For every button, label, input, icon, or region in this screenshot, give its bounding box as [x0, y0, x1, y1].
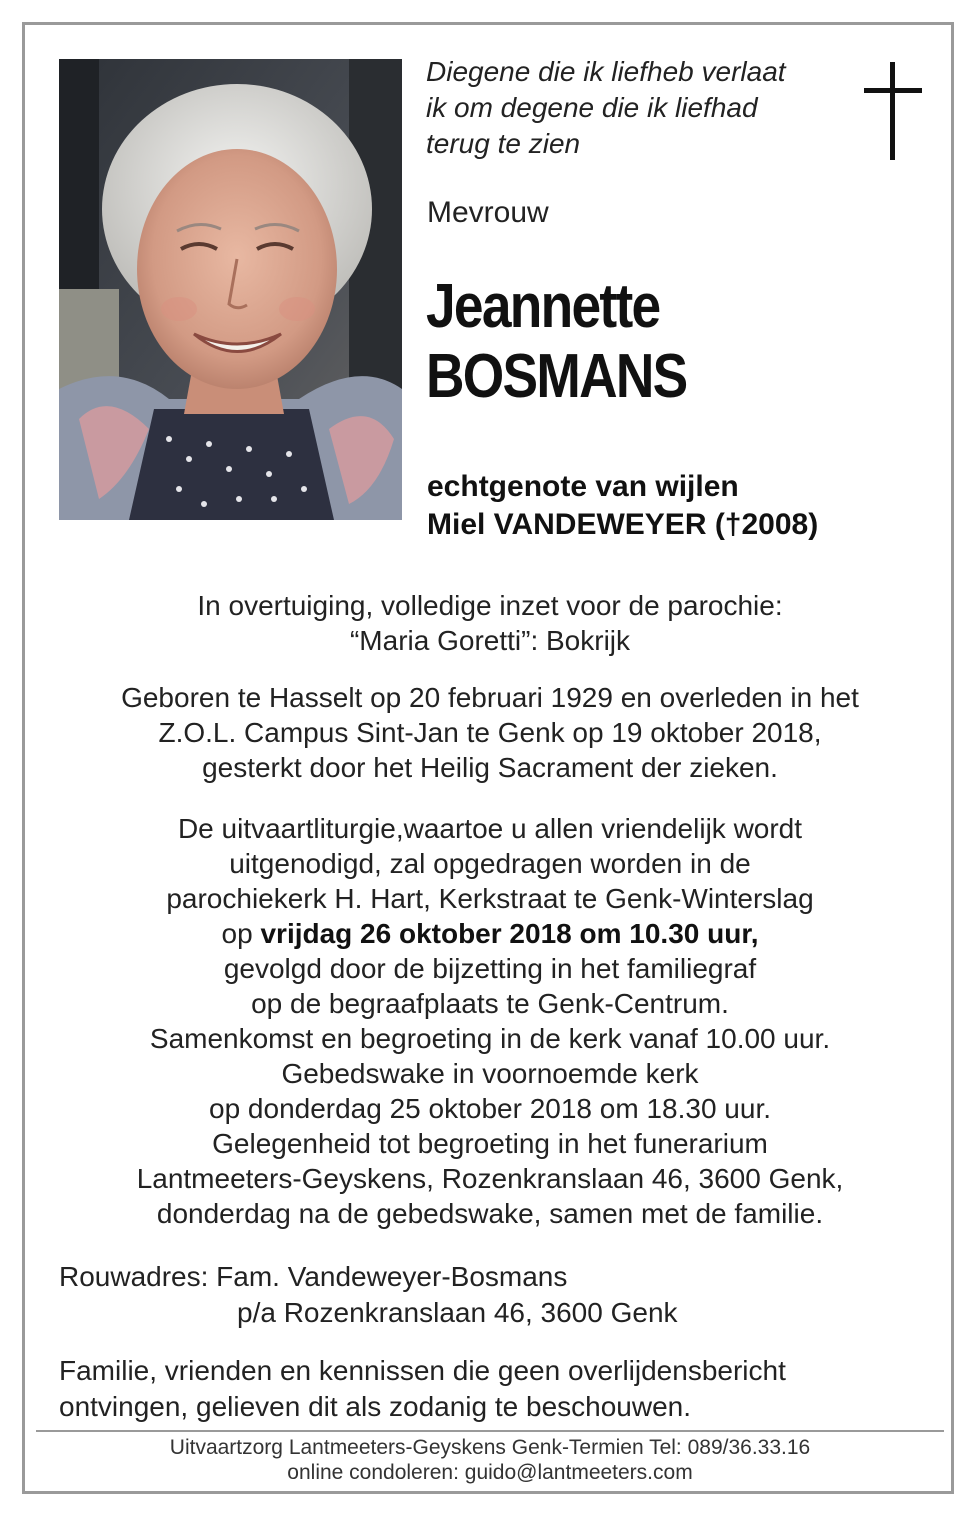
- spouse-line: Miel VANDEWEYER (†2008): [427, 508, 819, 541]
- funeral-date-prefix: op: [221, 918, 253, 949]
- last-name: BOSMANS: [426, 342, 687, 411]
- spouse-line: echtgenote van wijlen: [427, 470, 739, 503]
- dedication-line: In overtuiging, volledige inzet voor de parochie:: [197, 590, 783, 621]
- funeral-date-line: [40, 916, 940, 951]
- address-line: p/a Rozenkranslaan 46, 3600 Genk: [237, 1297, 678, 1328]
- address-line: Rouwadres: Fam. Vandeweyer-Bosmans: [59, 1261, 568, 1292]
- funeral-line: Samenkomst en begroeting in de kerk vanaf 10.00 uur.: [149, 1023, 831, 1054]
- verse-line: terug te zien: [426, 128, 581, 159]
- notice-text: [59, 1353, 786, 1425]
- cross-icon: [864, 62, 922, 160]
- birth-death-line: gesterkt door het Heilig Sacrament der zieken.: [202, 752, 778, 783]
- notice-line: Familie, vrienden en kennissen die geen overlijdensbericht: [59, 1355, 786, 1386]
- notice-line: ontvingen, gelieven dit als zodanig te beschouwen.: [59, 1391, 691, 1422]
- funeral-date: vrijdag 26 oktober 2018 om 10.30 uur,: [260, 918, 759, 949]
- birth-death-text: [40, 680, 940, 785]
- verse-line: ik om degene die ik liefhad: [426, 92, 758, 123]
- funeral-line: gevolgd door de bijzetting in het familiegraf: [223, 953, 757, 984]
- mourning-address: [59, 1259, 678, 1331]
- spouse-info: [427, 468, 818, 544]
- birth-death-line: Z.O.L. Campus Sint-Jan te Genk op 19 oktober 2018,: [158, 717, 822, 748]
- verse-line: Diegene die ik liefheb verlaat: [426, 56, 786, 87]
- birth-death-line: Geboren te Hasselt op 20 februari 1929 en overleden in het: [121, 682, 859, 713]
- funeral-text: [40, 811, 940, 1231]
- footer-line: Uitvaartzorg Lantmeeters-Geyskens Genk-Termien Tel: 089/36.33.16: [169, 1436, 811, 1459]
- portrait-photo: [59, 59, 402, 520]
- first-name: Jeannette: [426, 272, 660, 341]
- deceased-name: [426, 272, 687, 416]
- funeral-line: parochiekerk H. Hart, Kerkstraat te Genk-Winterslag: [166, 883, 814, 914]
- funeral-line: Gelegenheid tot begroeting in het funerarium: [212, 1128, 768, 1159]
- footer-line: online condoleren: guido@lantmeeters.com: [287, 1461, 693, 1484]
- dedication-text: [40, 588, 940, 658]
- funeral-line: uitgenodigd, zal opgedragen worden in de: [229, 848, 751, 879]
- funeral-line: op de begraafplaats te Genk-Centrum.: [251, 988, 729, 1019]
- dedication-line: “Maria Goretti”: Bokrijk: [349, 625, 631, 656]
- funeral-line: Lantmeeters-Geyskens, Rozenkranslaan 46, 3600 Genk,: [136, 1163, 844, 1194]
- memorial-verse: [426, 54, 846, 162]
- funeral-line: op donderdag 25 oktober 2018 om 18.30 uur.: [209, 1093, 771, 1124]
- footer-divider: [36, 1430, 944, 1432]
- portrait-illustration: [59, 59, 402, 520]
- funeral-home-footer: [36, 1435, 944, 1485]
- funeral-line: De uitvaartliturgie,waartoe u allen vriendelijk wordt: [177, 813, 803, 844]
- funeral-line: donderdag na de gebedswake, samen met de familie.: [156, 1198, 824, 1229]
- honorific: Mevrouw: [427, 196, 549, 229]
- funeral-line: Gebedswake in voornoemde kerk: [281, 1058, 699, 1089]
